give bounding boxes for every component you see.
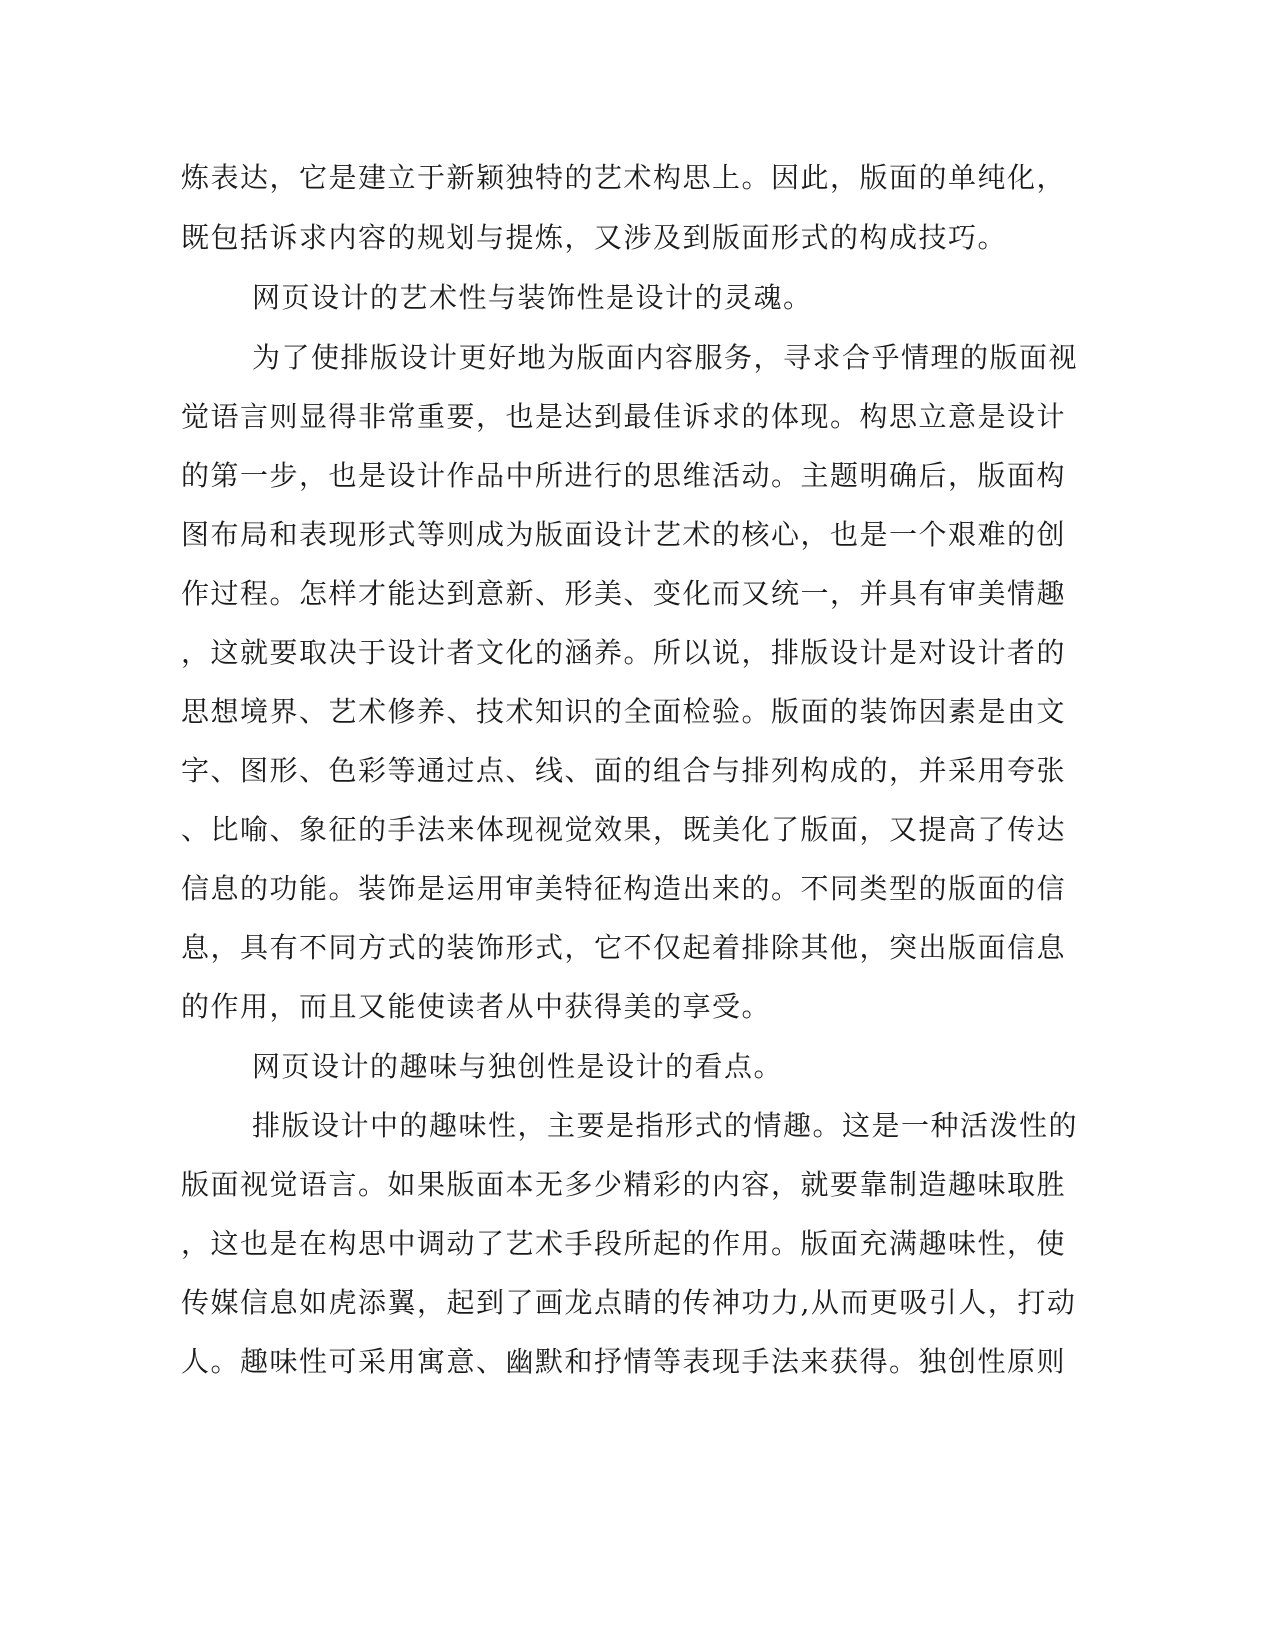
text-line-content: 既包括诉求内容的规划与提炼，又涉及到版面形式的构成技巧。: [181, 221, 1008, 254]
text-line: [0, 1165, 1275, 1205]
text-line-content: 网页设计的艺术性与装饰性是设计的灵魂。: [252, 281, 813, 314]
text-line-content: 网页设计的趣味与独创性是设计的看点。: [252, 1050, 784, 1083]
text-line: [0, 987, 1275, 1027]
text-line-content: ，这也是在构思中调动了艺术手段所起的作用。版面充满趣味性，使: [181, 1227, 1067, 1260]
text-line-content: 觉语言则显得非常重要，也是达到最佳诉求的体现。构思立意是设计: [181, 400, 1067, 433]
text-line-content: 字、图形、色彩等通过点、线、面的组合与排列构成的，并采用夸张: [181, 754, 1067, 787]
text-line: [0, 218, 1275, 258]
text-line: [0, 515, 1275, 555]
text-line-content: 人。趣味性可采用寓意、幽默和抒情等表现手法来获得。独创性原则: [181, 1345, 1067, 1378]
text-line-content: 排版设计中的趣味性，主要是指形式的情趣。这是一种活泼性的: [252, 1109, 1079, 1142]
text-line: [0, 456, 1275, 496]
text-line-content: 版面视觉语言。如果版面本无多少精彩的内容，就要靠制造趣味取胜: [181, 1168, 1067, 1201]
text-line: [0, 810, 1275, 850]
text-line-content: 信息的功能。装饰是运用审美特征构造出来的。不同类型的版面的信: [181, 872, 1067, 905]
text-line: [0, 633, 1275, 673]
text-line: [0, 928, 1275, 968]
text-line-content: ，这就要取决于设计者文化的涵养。所以说，排版设计是对设计者的: [181, 636, 1067, 669]
text-line: [0, 1224, 1275, 1264]
text-line: [0, 692, 1275, 732]
text-line: [0, 1283, 1275, 1323]
text-line: [0, 574, 1275, 614]
text-line-content: 作过程。怎样才能达到意新、形美、变化而又统一，并具有审美情趣: [181, 577, 1067, 610]
text-line-content: 为了使排版设计更好地为版面内容服务，寻求合乎情理的版面视: [252, 341, 1079, 374]
text-line: [0, 751, 1275, 791]
text-line: [0, 338, 1275, 378]
text-line: [0, 1106, 1275, 1146]
text-line-content: 息，具有不同方式的装饰形式，它不仅起着排除其他，突出版面信息: [181, 931, 1067, 964]
text-line: [0, 397, 1275, 437]
text-line-content: 的作用，而且又能使读者从中获得美的享受。: [181, 990, 772, 1023]
section-heading: [0, 278, 1275, 318]
text-line-content: 炼表达，它是建立于新颖独特的艺术构思上。因此，版面的单纯化，: [181, 161, 1067, 194]
text-line-content: 思想境界、艺术修养、技术知识的全面检验。版面的装饰因素是由文: [181, 695, 1067, 728]
text-line-content: 、比喻、象征的手法来体现视觉效果，既美化了版面，又提高了传达: [181, 813, 1067, 846]
text-line-content: 传媒信息如虎添翼，起到了画龙点睛的传神功力,从而更吸引人，打动: [181, 1286, 1077, 1319]
text-line: [0, 869, 1275, 909]
section-heading: [0, 1047, 1275, 1087]
text-line-content: 图布局和表现形式等则成为版面设计艺术的核心，也是一个艰难的创: [181, 518, 1067, 551]
text-line-content: 的第一步，也是设计作品中所进行的思维活动。主题明确后，版面构: [181, 459, 1067, 492]
text-line: [0, 158, 1275, 198]
text-line: [0, 1342, 1275, 1382]
